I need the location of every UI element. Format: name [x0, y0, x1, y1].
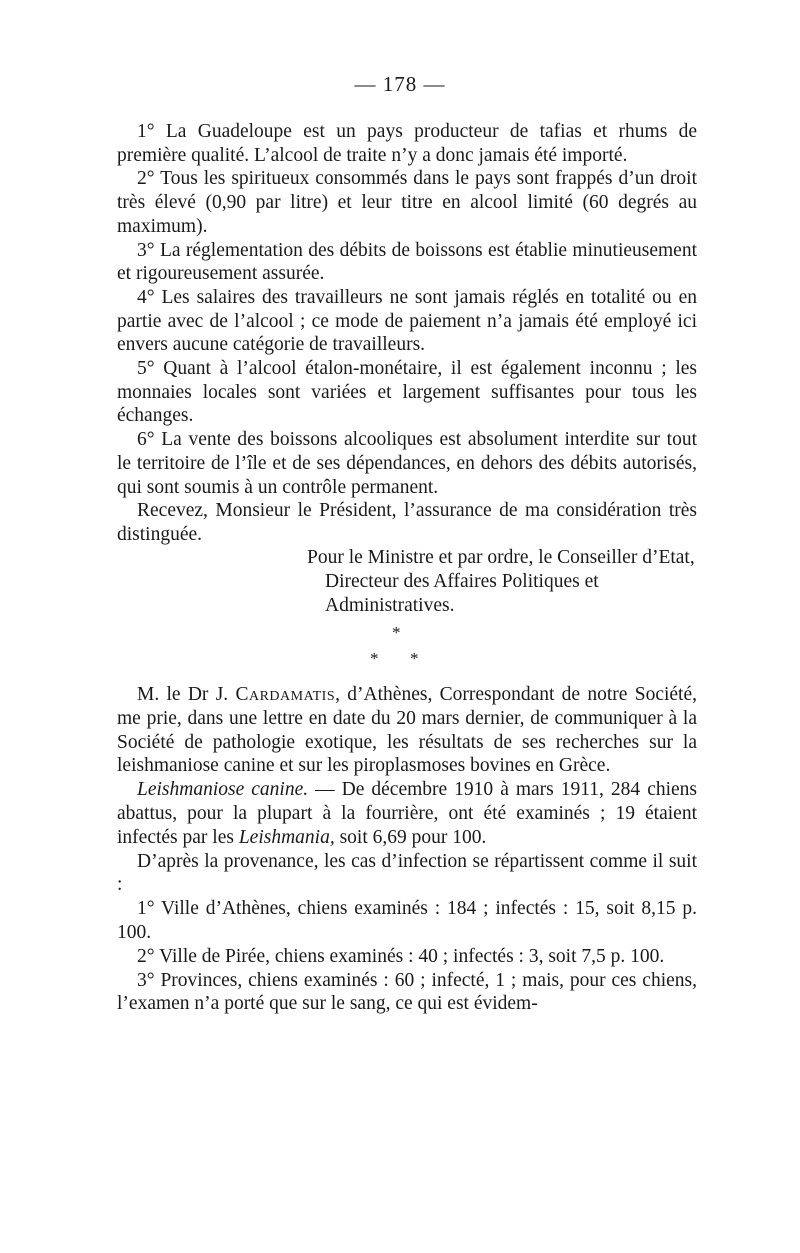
paragraph-4-salaires: 4° Les salaires des travailleurs ne sont jamais réglés en totalité ou en partie avec de l’alcool ; ce mode de paiement n’a jamais été employé ici envers aucune catégorie de travailleurs. [117, 286, 697, 356]
provenance-paragraph: D’après la provenance, les cas d’infection se répartissent comme il suit : [117, 850, 697, 896]
paragraph-3-reglementation: 3° La réglementation des débits de boissons est établie minutieusement et rigoureusement assurée. [117, 239, 697, 285]
signature-block [307, 546, 697, 619]
section-heading-leishmaniose: Leishmaniose canine. [137, 779, 309, 801]
leishmaniose-result: soit 6,69 pour 100. [334, 826, 487, 848]
asterism-star-left: * [370, 649, 379, 668]
page-number: — 178 — [354, 72, 446, 96]
asterism-star-right: * [410, 649, 419, 668]
leishmaniose-text: — De décembre 1910 à mars 1911, 284 chiens abattus, pour la plupart à la fourrière, ont été examinés ; 19 étaient infectés par les [117, 779, 698, 848]
closing-salutation: Recevez, Monsieur le Président, l’assurance de ma considération très distinguée. [117, 500, 697, 545]
paragraph-1-guadeloupe: 1° La Guadeloupe est un pays producteur de tafias et rhums de première qualité. L’alcool de traite n’y a donc jamais été importé. [117, 121, 697, 166]
genus-name: Leishmania, [238, 826, 335, 848]
paragraph-5-alcool-etalon: 5° Quant à l’alcool étalon-monétaire, il est également inconnu ; les monnaies locales sont variées et largement suffisantes pour tous les échanges. [117, 358, 697, 427]
signature-text: Pour le Ministre et par ordre, le Conseiller d’Etat, Directeur des Affaires Politiques et Administratives. [307, 547, 695, 617]
intro-text: , d’Athènes, Correspondant de notre Société, me prie, dans une lettre en date du 20 mars dernier, de communiquer à la Société de pathologie exotique, les résultats de ses recherches sur la leishmaniose canine et sur les piroplasmoses bovines en Grèce. [117, 684, 697, 777]
item-athenes: 1° Ville d’Athènes, chiens examinés : 184 ; infectés : 15, soit 8,15 p. 100. [117, 898, 697, 943]
item-piree: 2° Ville de Pirée, chiens examinés : 40 ; infectés : 3, soit 7,5 p. 100. [137, 945, 665, 967]
asterism-separator [370, 624, 430, 670]
author-name: Cardamatis [235, 684, 336, 705]
letter-body [117, 120, 697, 547]
item-provinces: 3° Provinces, chiens examinés : 60 ; infecté, 1 ; mais, pour ces chiens, l’examen n’a porté que sur le sang, ce qui est évidem- [117, 969, 697, 1015]
leishmaniose-paragraph [117, 778, 697, 849]
asterism-star-top: * [392, 623, 401, 642]
report-body [117, 683, 697, 1016]
intro-paragraph [117, 683, 697, 778]
paragraph-6-vente: 6° La vente des boissons alcooliques est absolument interdite sur tout le territoire de l’île et de ses dépendances, en dehors des débits autorisés, qui sont soumis à un contrôle permanent. [117, 429, 697, 498]
intro-title: M. le Dr J. [137, 684, 236, 705]
paragraph-2-spiritueux: 2° Tous les spiritueux consommés dans le pays sont frappés d’un droit très élevé (0,90 par litre) et leur titre en alcool limité (60 degrés au maximum). [117, 168, 697, 237]
